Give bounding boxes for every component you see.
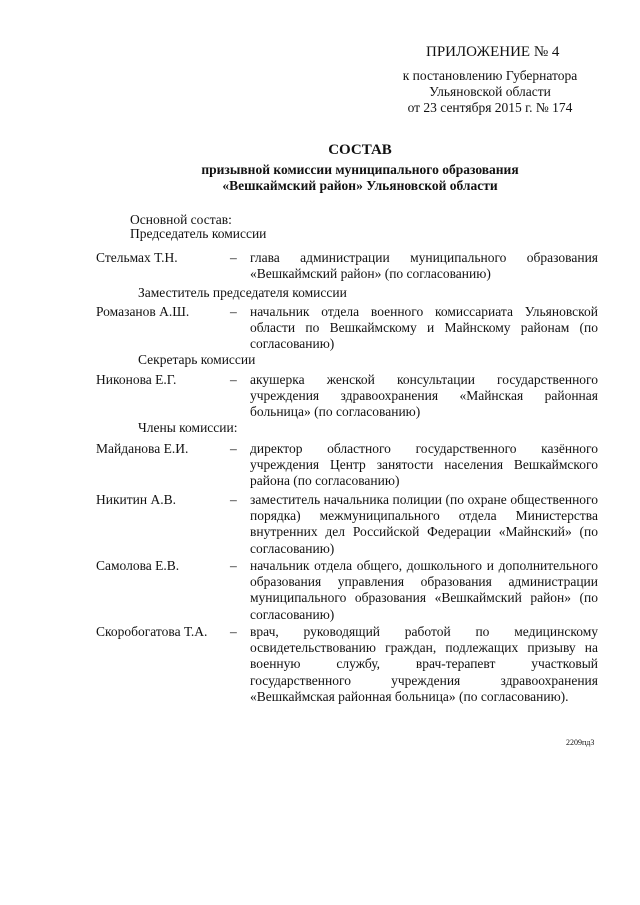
document-subtitle	[120, 162, 600, 194]
dash: –	[230, 558, 237, 573]
person-name: Стельмах Т.Н.	[96, 250, 178, 265]
dash: –	[230, 372, 237, 387]
person-position: начальник отдела военного комиссариата Ульяновской области по Вешкаймскому и Майнскому районам (по согласованию)	[250, 304, 598, 352]
person-position: глава администрации муниципального образования «Вешкаймский район» (по согласованию)	[250, 250, 598, 282]
section-members: Члены комиссии:	[138, 420, 238, 435]
dash: –	[230, 441, 237, 456]
person-position: акушерка женской консультации государственного учреждения здравоохранения «Майнская районная больница» (по согласованию)	[250, 372, 598, 420]
subtitle-line-1: призывной комиссии муниципального образования	[201, 162, 519, 177]
section-main-composition: Основной состав:	[130, 212, 232, 227]
dash: –	[230, 624, 237, 639]
decree-reference	[380, 68, 600, 116]
dash: –	[230, 304, 237, 319]
person-name: Майданова Е.И.	[96, 441, 189, 456]
section-deputy: Заместитель председателя комиссии	[138, 285, 347, 300]
decree-line-3: от 23 сентября 2015 г. № 174	[407, 100, 573, 115]
section-chairman: Председатель комиссии	[130, 226, 267, 241]
document-id: 2209пд3	[566, 738, 595, 747]
person-position: начальник отдела общего, дошкольного и дополнительного образования управления образования администрации муниципального образования «Вешкаймский район» (по согласованию)	[250, 558, 598, 622]
section-secretary: Секретарь комиссии	[138, 352, 256, 367]
person-name: Самолова Е.В.	[96, 558, 180, 573]
person-name: Скоробогатова Т.А.	[96, 624, 208, 639]
document-title: СОСТАВ	[328, 142, 392, 158]
person-position: директор областного государственного казённого учреждения Центр занятости населения Вешкаймского района (по согласованию)	[250, 441, 598, 489]
person-name: Ромазанов А.Ш.	[96, 304, 190, 319]
subtitle-line-2: «Вешкаймский район» Ульяновской области	[222, 178, 498, 193]
decree-line-2: Ульяновской области	[429, 84, 551, 99]
appendix-number: ПРИЛОЖЕНИЕ № 4	[426, 44, 560, 60]
person-name: Никитин А.В.	[96, 492, 176, 507]
person-name: Никонова Е.Г.	[96, 372, 177, 387]
decree-line-1: к постановлению Губернатора	[402, 68, 578, 83]
person-position: врач, руководящий работой по медицинскому освидетельствованию граждан, подлежащих призыву на военную службу, врач-терапевт участковый государственного учреждения здравоохранения «Вешкаймская районная больница» (по согласованию).	[250, 624, 598, 704]
person-position: заместитель начальника полиции (по охране общественного порядка) межмуниципального отдела Министерства внутренних дел Российской Федерации «Майнский» (по согласованию)	[250, 492, 598, 556]
dash: –	[230, 250, 237, 265]
dash: –	[230, 492, 237, 507]
